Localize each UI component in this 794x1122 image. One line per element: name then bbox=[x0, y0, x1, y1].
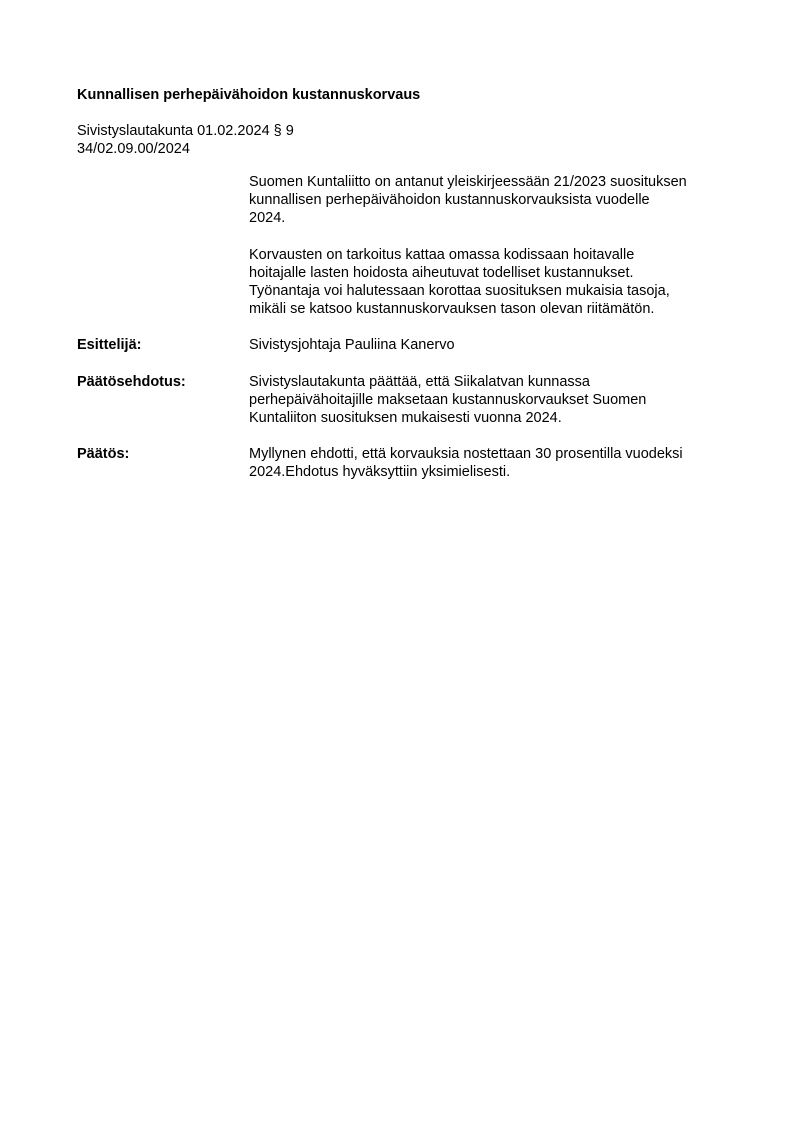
paragraph-text: Suomen Kuntaliitto on antanut yleiskirjeessään 21/2023 suosituksen kunnallisen perhepäivähoidon kustannuskorvauksista vuodelle 2024. bbox=[249, 174, 687, 227]
record-number: 34/02.09.00/2024 bbox=[77, 141, 190, 157]
paragraph-text: Korvausten on tarkoitus kattaa omassa kodissaan hoitavalle hoitajalle lasten hoidosta aiheutuvat todelliset kustannukset. Työnantaja voi halutessaan korottaa suosituksen mukaisia tasoja, mikäli se katsoo kustannuskorvauksen tason olevan riitämätön. bbox=[249, 246, 670, 318]
meeting-info bbox=[77, 122, 737, 158]
decision-row bbox=[77, 445, 737, 481]
proposal-value: Sivistyslautakunta päättää, että Siikalatvan kunnassa perhepäivähoitajille maksetaan kustannuskorvaukset Suomen Kuntaliiton suosituksen mukaisesti vuonna 2024. bbox=[249, 373, 647, 427]
proposal-label: Päätösehdotus: bbox=[77, 373, 186, 390]
presenter-row bbox=[77, 336, 737, 354]
proposal-row bbox=[77, 373, 737, 428]
document-title: Kunnallisen perhepäivähoidon kustannuskorvaus bbox=[77, 87, 421, 103]
background-paragraph-1 bbox=[249, 173, 737, 228]
presenter-value: Sivistysjohtaja Pauliina Kanervo bbox=[249, 337, 455, 354]
meeting-reference: Sivistyslautakunta 01.02.2024 § 9 bbox=[77, 123, 294, 139]
decision-label: Päätös: bbox=[77, 446, 130, 463]
presenter-label: Esittelijä: bbox=[77, 337, 142, 354]
document-page bbox=[77, 86, 737, 482]
background-paragraph-2 bbox=[249, 246, 737, 319]
decision-value: Myllynen ehdotti, että korvauksia nostettaan 30 prosentilla vuodeksi 2024.Ehdotus hyväksyttiin yksimielisesti. bbox=[249, 446, 683, 481]
